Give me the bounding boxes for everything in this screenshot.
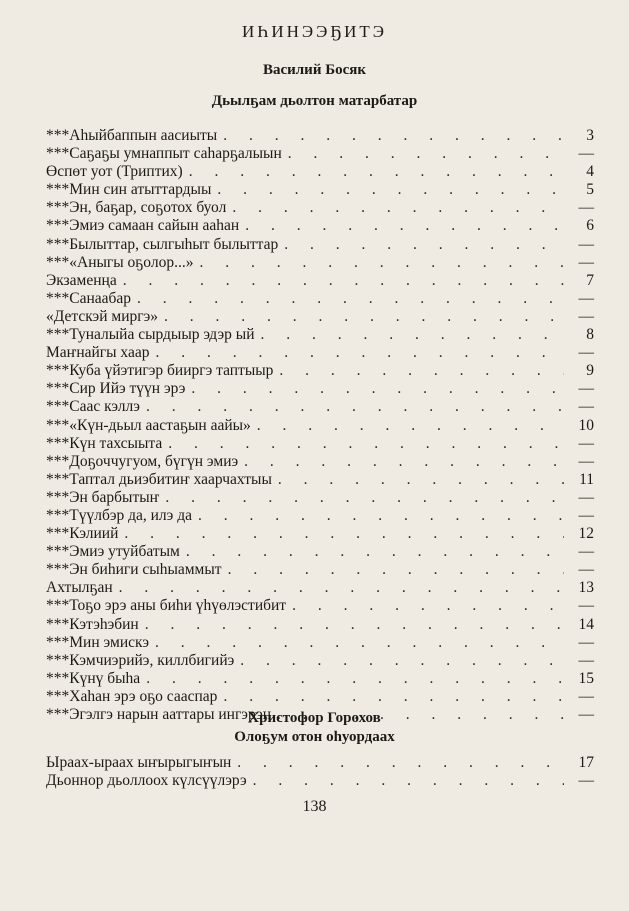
toc-entry-page: — xyxy=(578,145,594,163)
toc-entry-title: Ыраах-ыраах ыҥырыгыҥын xyxy=(46,754,232,771)
toc-entry xyxy=(46,435,594,453)
toc-leader-dots xyxy=(223,688,564,706)
toc-leader-dots xyxy=(198,507,564,525)
toc-leader-dots xyxy=(145,616,564,634)
toc-entry-title: ***Мин син атыттардыы xyxy=(46,181,212,199)
toc-entry-page: 10 xyxy=(578,416,594,434)
toc-leader-dots xyxy=(155,634,564,652)
toc-entry-page: — xyxy=(578,772,594,790)
section2-author: Христофор Горохов xyxy=(248,710,381,726)
toc-entry-page: — xyxy=(578,235,594,253)
toc-entry-title: ***Эн барбытыҥ xyxy=(46,488,160,506)
toc-entry-page: 3 xyxy=(586,127,594,144)
toc-entry xyxy=(46,561,594,579)
toc-entry xyxy=(46,326,594,344)
toc-entry xyxy=(46,199,594,217)
toc-entry xyxy=(46,670,594,688)
toc-entry xyxy=(46,417,594,435)
page-number: 138 xyxy=(302,798,327,815)
section1-contents xyxy=(46,127,594,724)
section2-book-title: Олоҕум отон оһуордаах xyxy=(234,729,395,745)
toc-entry xyxy=(46,308,594,326)
toc-leader-dots xyxy=(137,290,564,308)
toc-entry-title: Ахтылҕан xyxy=(46,579,113,597)
toc-entry-title: ***Кэтэһэбин xyxy=(46,615,139,633)
toc-entry xyxy=(46,579,594,597)
toc-entry-title: ***Эн, баҕар, соҕотох буол xyxy=(46,199,227,217)
toc-leader-dots xyxy=(165,489,564,507)
toc-entry xyxy=(46,272,594,290)
toc-entry-title: ***Кэлиий xyxy=(46,525,119,543)
toc-entry-page: — xyxy=(578,706,594,723)
toc-entry-page: — xyxy=(578,687,594,705)
toc-leader-dots xyxy=(257,417,564,435)
toc-entry-page: — xyxy=(578,307,594,325)
toc-entry-title: ***Түүлбэр да, илэ да xyxy=(46,506,192,524)
section1-book-title: Дьылҕам дьолтон матарбатар xyxy=(211,93,418,109)
toc-leader-dots xyxy=(199,254,564,272)
toc-entry xyxy=(46,453,594,471)
toc-leader-dots xyxy=(119,579,564,597)
toc-entry-page: — xyxy=(578,452,594,470)
toc-entry xyxy=(46,489,594,507)
toc-leader-dots xyxy=(253,772,564,790)
toc-entry xyxy=(46,597,594,615)
toc-entry-page: — xyxy=(578,543,594,561)
toc-leader-dots xyxy=(124,525,564,543)
toc-entry xyxy=(46,380,594,398)
toc-entry-page: — xyxy=(578,253,594,271)
toc-leader-dots xyxy=(228,561,564,579)
toc-entry-title: ***Эгэлгэ нарын ааттары ингэрэн xyxy=(46,706,272,723)
toc-entry xyxy=(46,217,594,235)
toc-leader-dots xyxy=(245,217,564,235)
toc-leader-dots xyxy=(279,362,564,380)
toc-entry-title: ***Мин эмискэ xyxy=(46,633,149,651)
toc-entry xyxy=(46,127,594,145)
toc-entry xyxy=(46,181,594,199)
toc-leader-dots xyxy=(217,181,564,199)
toc-entry-title: «Детскэй миргэ» xyxy=(46,307,158,325)
toc-entry-page: 8 xyxy=(586,326,594,344)
toc-entry-title: ***Таптал дьиэбитиҥ хаарчахтыы xyxy=(46,470,272,488)
toc-entry-title: ***«Күн-дьыл аастаҕын аайы» xyxy=(46,416,251,434)
toc-entry-page: 17 xyxy=(578,754,594,771)
toc-leader-dots xyxy=(292,597,564,615)
toc-entry-title: ***Аһыйбаппын аасиыты xyxy=(46,127,218,144)
toc-entry xyxy=(46,362,594,380)
toc-entry-title: ***Туналыйа сырдыыр эдэр ый xyxy=(46,326,255,344)
section1-author: Василий Босяк xyxy=(262,62,367,78)
toc-entry-title: ***Күн тахсыыта xyxy=(46,434,163,452)
toc-entry-page: — xyxy=(578,488,594,506)
toc-entry xyxy=(46,754,594,772)
toc-entry-page: 13 xyxy=(578,579,594,597)
toc-entry-title: ***Доҕоччугуом, бүгүн эмиэ xyxy=(46,452,239,470)
toc-entry xyxy=(46,688,594,706)
toc-entry-title: ***Хаһан эрэ оҕо сааспар xyxy=(46,687,218,705)
toc-leader-dots xyxy=(156,344,565,362)
toc-leader-dots xyxy=(191,380,564,398)
toc-entry-page: — xyxy=(578,633,594,651)
toc-entry-page: 9 xyxy=(586,362,594,380)
toc-entry-page: — xyxy=(578,561,594,579)
toc-entry-title: ***Эн биһиги сыһыаммыт xyxy=(46,561,222,579)
toc-entry-page: — xyxy=(578,398,594,416)
toc-entry xyxy=(46,398,594,416)
toc-entry xyxy=(46,290,594,308)
toc-entry-title: ***Кэмчиэрийэ, киллбигийэ xyxy=(46,651,235,669)
toc-entry xyxy=(46,525,594,543)
toc-entry xyxy=(46,772,594,790)
section2-contents xyxy=(46,754,594,790)
toc-entry-page: 14 xyxy=(578,615,594,633)
toc-entry-title: Маҥнайгы хаар xyxy=(46,344,150,362)
toc-leader-dots xyxy=(284,236,564,254)
toc-entry-page: — xyxy=(578,597,594,615)
toc-entry-title: ***Саҕаҕы умнаппыт саһарҕалыын xyxy=(46,145,282,163)
toc-entry-title: ***Эмиэ самаан сайын ааһан xyxy=(46,217,240,235)
toc-entry-page: — xyxy=(578,434,594,452)
toc-entry-title: ***Былыттар, сылгыһыт былыттар xyxy=(46,235,279,253)
toc-leader-dots xyxy=(240,652,564,670)
toc-leader-dots xyxy=(146,670,564,688)
toc-leader-dots xyxy=(223,127,564,145)
toc-entry-title: ***Сир Ийэ түүн эрэ xyxy=(46,380,186,398)
toc-entry-page: — xyxy=(578,344,594,362)
toc-entry xyxy=(46,163,594,181)
toc-leader-dots xyxy=(189,163,564,181)
toc-leader-dots xyxy=(237,754,564,772)
toc-entry-title: Өспөт уот (Триптих) xyxy=(46,163,183,181)
toc-entry xyxy=(46,652,594,670)
toc-entry xyxy=(46,471,594,489)
toc-entry xyxy=(46,236,594,254)
toc-entry-page: 5 xyxy=(586,181,594,199)
running-head: ИҺИНЭЭҔИТЭ xyxy=(242,22,387,41)
toc-leader-dots xyxy=(146,398,564,416)
toc-entry-page: — xyxy=(578,651,594,669)
toc-entry-page: — xyxy=(578,506,594,524)
toc-leader-dots xyxy=(186,543,564,561)
toc-entry-page: 11 xyxy=(579,470,594,488)
toc-entry-page: 4 xyxy=(586,163,594,181)
toc-leader-dots xyxy=(164,308,564,326)
toc-entry-title: ***Санаабар xyxy=(46,289,132,307)
toc-entry xyxy=(46,344,594,362)
toc-entry-page: 7 xyxy=(586,271,594,289)
toc-entry-page: — xyxy=(578,380,594,398)
toc-entry xyxy=(46,254,594,272)
toc-leader-dots xyxy=(288,145,564,163)
toc-entry xyxy=(46,634,594,652)
toc-entry-page: — xyxy=(578,199,594,217)
toc-entry-title: ***«Аныгы оҕолор...» xyxy=(46,253,194,271)
toc-leader-dots xyxy=(168,435,564,453)
toc-entry-title: ***Куба үйэтигэр бииргэ таптыыр xyxy=(46,362,274,380)
toc-entry-title: ***Тоҕо эрэ аны биһи үһүөлэстибит xyxy=(46,597,287,615)
toc-leader-dots xyxy=(278,471,564,489)
toc-entry-page: — xyxy=(578,289,594,307)
toc-entry xyxy=(46,507,594,525)
toc-leader-dots xyxy=(244,453,564,471)
toc-entry-title: ***Эмиэ утуйбатым xyxy=(46,543,180,561)
toc-entry xyxy=(46,543,594,561)
toc-entry-title: ***Күнү быһа xyxy=(46,669,141,687)
toc-entry-page: 15 xyxy=(578,669,594,687)
toc-entry xyxy=(46,616,594,634)
toc-entry-page: 12 xyxy=(578,525,594,543)
toc-entry-title: Экзаменңа xyxy=(46,271,117,289)
toc-leader-dots xyxy=(123,272,564,290)
toc-entry-page: 6 xyxy=(586,217,594,235)
toc-leader-dots xyxy=(232,199,564,217)
toc-entry xyxy=(46,145,594,163)
toc-leader-dots xyxy=(261,326,565,344)
toc-entry-title: ***Саас кэллэ xyxy=(46,398,140,416)
toc-entry-title: Дьоннор дьоллоох күлсүүлэрэ xyxy=(46,772,247,790)
